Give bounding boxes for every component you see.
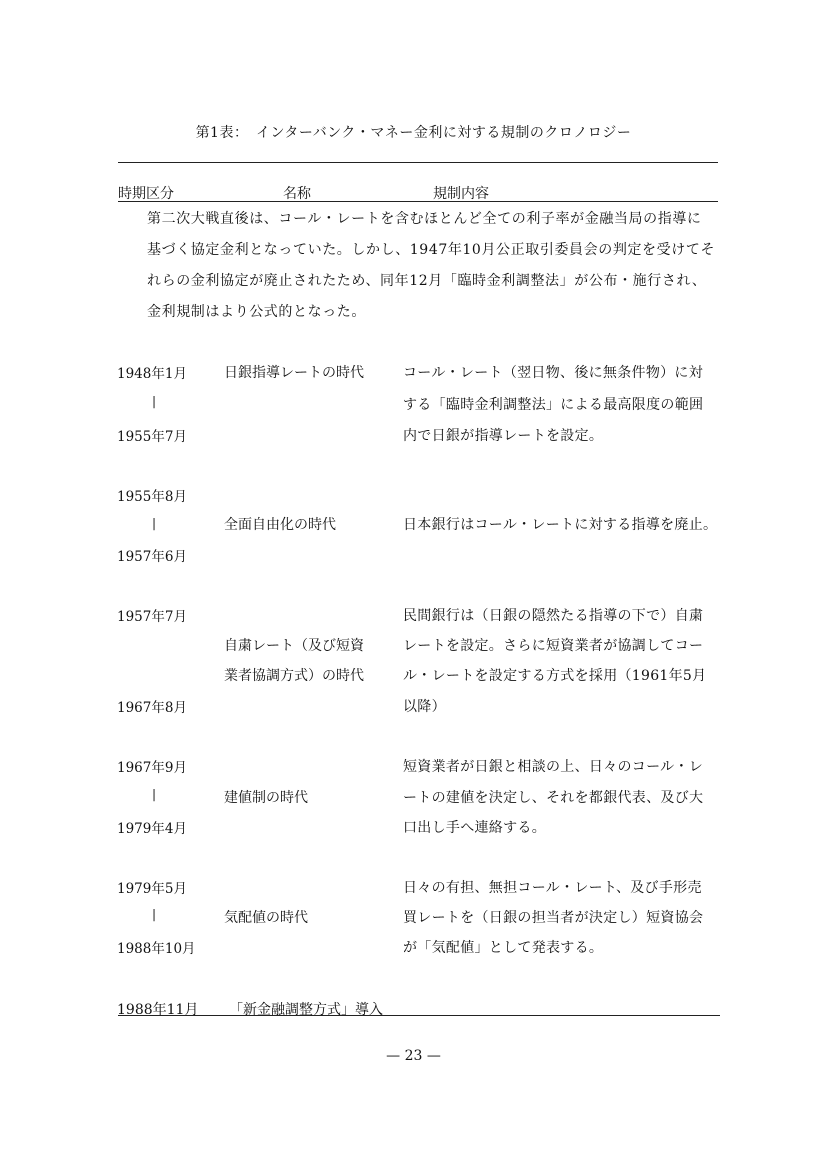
era-name: 日銀指導レートの時代 (224, 365, 364, 381)
regulation-description: が「気配値」として発表する。 (403, 940, 604, 956)
period-end: 1967年8月 (117, 700, 187, 716)
regulation-description: 短資業者が日銀と相談の上、日々のコール・レ (403, 759, 704, 775)
era-name: 建値制の時代 (224, 790, 308, 806)
regulation-description: 日本銀行はコール・レートに対する指導を廃止。 (403, 517, 718, 533)
table-title: 第1表： インターバンク・マネー金利に対する規制のクロノロジー (195, 125, 632, 141)
regulation-description: ートの建値を決定し、それを都銀代表、及び大 (403, 790, 704, 806)
period-start: 1967年9月 (117, 760, 187, 776)
regulation-description: レートを設定。さらに短資業者が協調してコー (403, 638, 704, 654)
period-start: 1955年8月 (117, 489, 187, 505)
footer-name: 「新金融調整方式」導入 (229, 1002, 383, 1018)
era-name: 全面自由化の時代 (224, 517, 336, 533)
era-name: 業者協調方式）の時代 (224, 668, 364, 684)
period-end: 1988年10月 (117, 941, 196, 957)
period-start: 1948年1月 (117, 366, 187, 382)
regulation-description: 内で日銀が指導レートを設定。 (403, 428, 604, 444)
page-number: — 23 — (386, 1048, 441, 1064)
header-name: 名称 (283, 186, 311, 202)
intro-line: 基づく協定金利となっていた。しかし、1947年10月公正取引委員会の判定を受けてそ (147, 242, 716, 258)
period-separator: | (152, 907, 157, 921)
regulation-description: 民間銀行は（日銀の隠然たる指導の下で）自粛 (403, 608, 704, 624)
intro-line: 金利規制はより公式的となった。 (147, 304, 366, 320)
regulation-description: 口出し手へ連絡する。 (403, 820, 546, 836)
bottom-rule (118, 1015, 720, 1016)
period-end: 1955年7月 (117, 429, 187, 445)
period-separator: | (152, 394, 157, 408)
regulation-description: する「臨時金利調整法」による最高限度の範囲 (403, 397, 704, 413)
regulation-description: 買レートを（日銀の担当者が決定し）短資協会 (403, 910, 704, 926)
era-name: 自粛レート（及び短資 (224, 638, 364, 654)
period-separator: | (152, 787, 157, 801)
footer-period: 1988年11月 (117, 1002, 199, 1018)
header-rule (118, 201, 718, 202)
period-start: 1979年5月 (117, 881, 187, 897)
regulation-description: 以降） (403, 699, 446, 715)
header-content: 規制内容 (433, 186, 489, 202)
period-separator: | (152, 516, 157, 530)
era-name: 気配値の時代 (224, 910, 308, 926)
header-period: 時期区分 (118, 186, 174, 202)
period-end: 1957年6月 (117, 549, 187, 565)
period-end: 1979年4月 (117, 821, 187, 837)
intro-line: 第二次大戦直後は、コール・レートを含むほとんど全ての利子率が金融当局の指導に (147, 211, 702, 227)
regulation-description: コール・レート（翌日物、後に無条件物）に対 (403, 365, 704, 381)
period-start: 1957年7月 (117, 609, 187, 625)
top-rule (118, 162, 718, 163)
regulation-description: 日々の有担、無担コール・レート、及び手形売 (403, 880, 702, 896)
intro-line: れらの金利協定が廃止されたため、同年12月「臨時金利調整法」が公布・施行され、 (147, 273, 707, 289)
regulation-description: ル・レートを設定する方式を採用（1961年5月 (403, 668, 707, 684)
